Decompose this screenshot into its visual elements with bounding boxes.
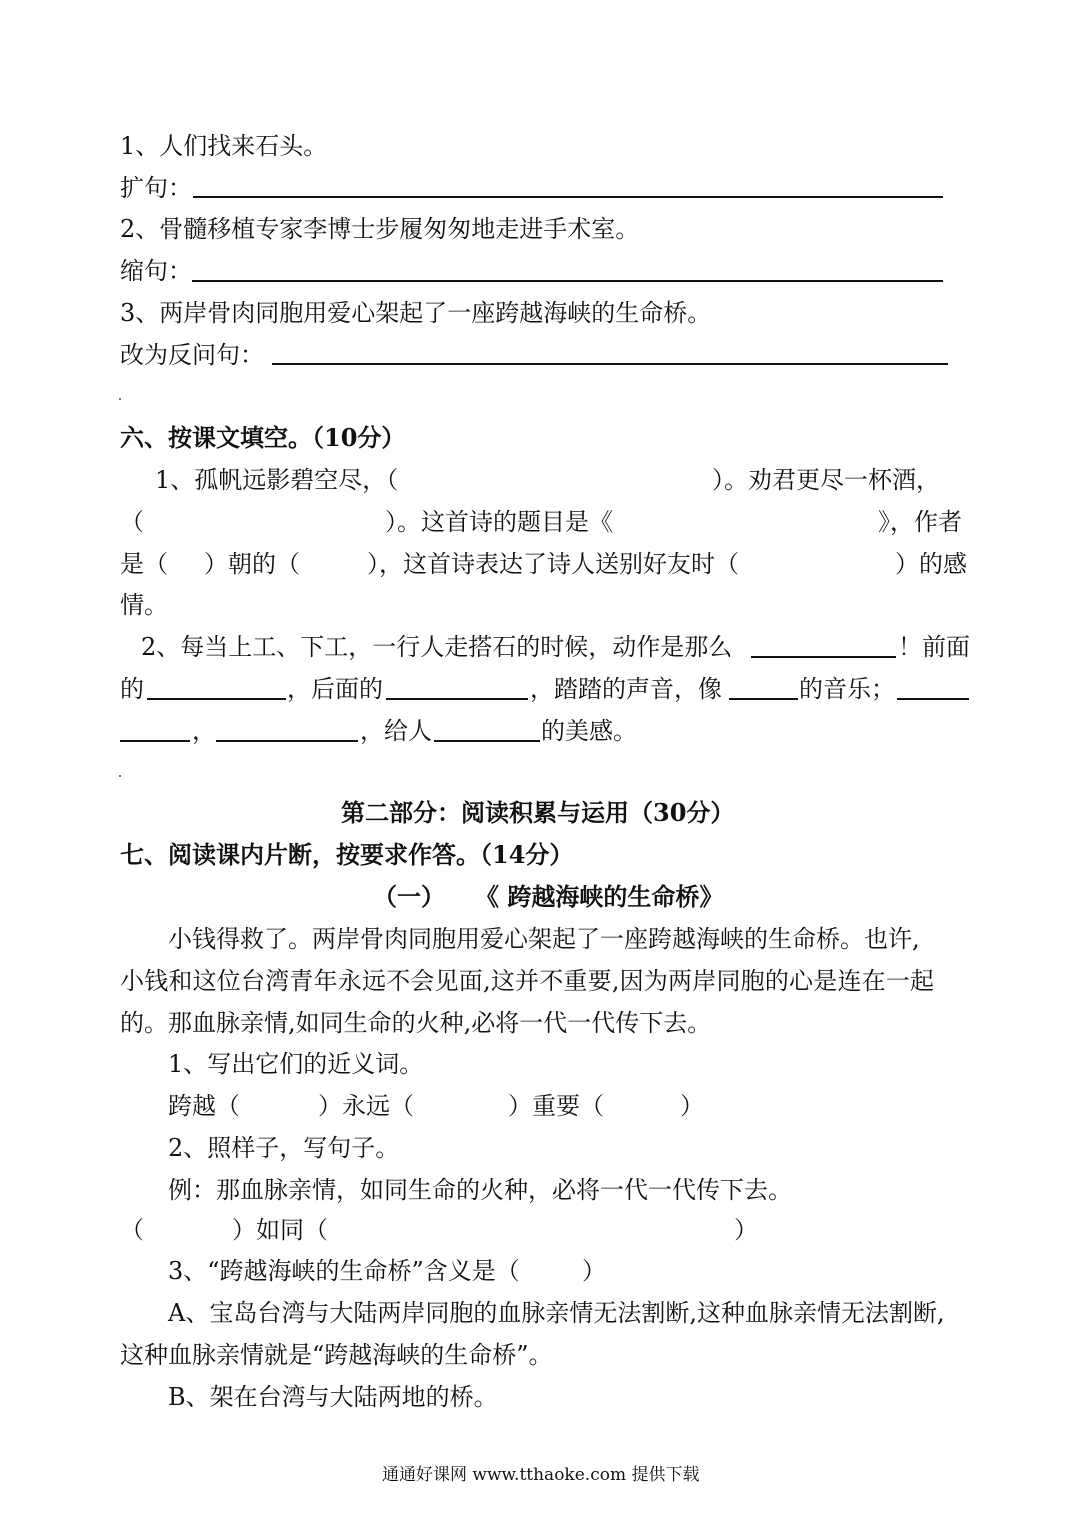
rhetorical-question-label: 改为反问句： [120, 341, 264, 369]
q6-2-blank-3[interactable] [386, 698, 528, 700]
scan-speck [119, 398, 121, 400]
q5-item-3: 3、两岸骨肉同胞用爱心架起了一座跨越海峡的生命桥。 [120, 299, 712, 327]
q6-1-text-g: ）朝的（ [204, 550, 300, 578]
q7-3-prompt: 3、“跨越海峡的生命桥”含义是（ [168, 1257, 520, 1285]
q7-2-prompt: 2、照样子，写句子。 [168, 1134, 400, 1162]
q7-1-prompt: 1、写出它们的近义词。 [168, 1050, 424, 1078]
q6-1-text-d: ）。这首诗的题目是《 [385, 508, 613, 536]
part-two-heading: 第二部分：阅读积累与运用（30分） [341, 798, 735, 827]
q7-1-close: ） [680, 1092, 704, 1120]
q6-2-blank-2[interactable] [147, 698, 286, 700]
q6-1-text-a: 1、孤帆远影碧空尽，（ [155, 466, 399, 494]
q6-1-text-j: 情。 [120, 591, 168, 619]
section-7-title: 七、阅读课内片断，按要求作答。（14分） [120, 840, 574, 869]
shorten-sentence-answer-line[interactable] [192, 280, 943, 282]
shorten-sentence-label: 缩句： [120, 257, 192, 285]
passage-line-1 [168, 924, 970, 954]
q6-1-text-f: 是（ [120, 550, 168, 578]
q6-2-text-c: 的 [120, 675, 144, 703]
q6-2-blank-7[interactable] [216, 740, 358, 742]
q6-1-text-e: 》，作者 [878, 508, 962, 536]
q6-1-text-h: ），这首诗表达了诗人送别好友时（ [367, 550, 739, 578]
scan-speck [119, 775, 121, 777]
q6-2-text-i: 的美感。 [541, 717, 637, 745]
q6-2-text-h: ，给人 [360, 717, 432, 745]
option-a-line-1 [168, 1298, 972, 1328]
q6-2-text-a: 2、每当上工、下工，一行人走搭石的时候，动作是那么 [141, 633, 733, 661]
q6-1-text-i: ）的感 [895, 550, 967, 578]
q7-3-close: ） [582, 1257, 606, 1285]
q5-item-2: 2、骨髓移植专家李博士步履匆匆地走进手术室。 [120, 215, 640, 243]
q6-2-blank-1[interactable] [751, 656, 896, 658]
q6-2-text-d: ，后面的 [287, 675, 383, 703]
rhetorical-question-answer-line[interactable] [272, 363, 948, 365]
page-footer: 通通好课网 www.tthaoke.com 提供下载 [382, 1465, 700, 1485]
option-a-line-2: 这种血脉亲情就是“跨越海峡的生命桥”。 [120, 1341, 553, 1369]
passage-line-1-text: 小钱得救了。两岸骨肉同胞用爱心架起了一座跨越海峡的生命桥。也许, [168, 925, 920, 953]
expand-sentence-label: 扩句： [120, 174, 192, 202]
option-b: B、架在台湾与大陆两地的桥。 [168, 1383, 498, 1411]
q7-2-fill-middle: ）如同（ [232, 1216, 328, 1244]
expand-sentence-answer-line[interactable] [193, 196, 943, 198]
passage-line-2: 小钱和这位台湾青年永远不会见面,这并不重要,因为两岸同胞的心是连在一起 [120, 967, 935, 995]
q7-2-example: 例：那血脉亲情，如同生命的火种，必将一代一代传下去。 [168, 1176, 792, 1204]
q7-2-fill-open: （ [120, 1216, 144, 1244]
q6-2-text-g: ， [192, 717, 216, 745]
q6-2-text-b: ！前面 [898, 633, 970, 661]
q6-2-blank-5[interactable] [897, 698, 969, 700]
q6-1-text-c: （ [120, 508, 144, 536]
q6-1-text-b: ）。劝君更尽一杯酒， [712, 466, 940, 494]
q7-1-word-kuayue: 跨越（ [168, 1092, 240, 1120]
q6-2-text-f: 的音乐； [799, 675, 895, 703]
q6-2-blank-6[interactable] [120, 740, 190, 742]
reading-subtitle-name: 《 跨越海峡的生命桥》 [475, 882, 724, 911]
reading-subtitle-number: （一） [373, 882, 445, 911]
section-6-title: 六、按课文填空。（10分） [120, 423, 406, 452]
q6-2-blank-8[interactable] [434, 740, 540, 742]
q6-2-blank-4[interactable] [729, 698, 798, 700]
q5-item-1: 1、人们找来石头。 [120, 132, 328, 160]
q7-1-word-zhongyao: ）重要（ [508, 1092, 604, 1120]
q7-2-fill-close: ） [734, 1216, 758, 1244]
q7-1-word-yongyuan: ）永远（ [318, 1092, 414, 1120]
passage-line-3: 的。那血脉亲情,如同生命的火种,必将一代一代传下去。 [120, 1009, 712, 1037]
option-a-line-1-text: A、宝岛台湾与大陆两岸同胞的血脉亲情无法割断,这种血脉亲情无法割断, [168, 1299, 945, 1327]
q6-2-text-e: ，踏踏的声音，像 [530, 675, 722, 703]
